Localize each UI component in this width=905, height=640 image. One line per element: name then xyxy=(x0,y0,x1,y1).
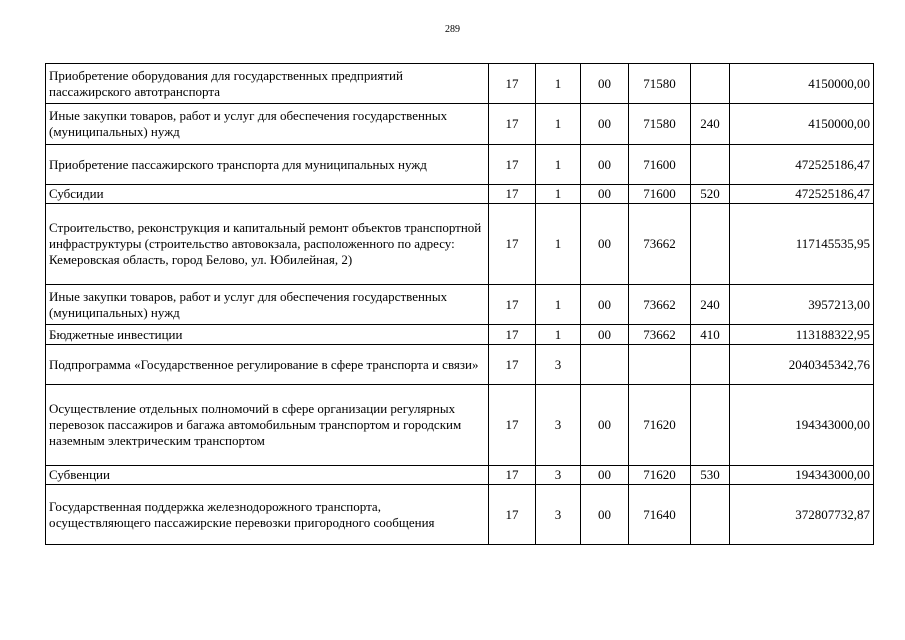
row-name-cell: Государственная поддержка железнодорожного транспорта, осуществляющего пассажирские перевозки пригородного сообщения xyxy=(46,485,489,545)
table-row xyxy=(46,204,874,285)
expense-type-cell: 410 xyxy=(691,325,730,345)
section-code-cell: 17 xyxy=(489,204,536,285)
expense-type-cell xyxy=(691,145,730,185)
section-code-cell: 17 xyxy=(489,345,536,385)
article-code-cell: 71580 xyxy=(629,64,691,104)
table-row xyxy=(46,385,874,466)
row-name-cell: Строительство, реконструкция и капитальный ремонт объектов транспортной инфраструктуры (строительство автовокзала, расположенного по адресу: Кемеровская область, город Белово, ул. Юбилейная, 2) xyxy=(46,204,489,285)
table-row xyxy=(46,466,874,485)
section-code-cell: 17 xyxy=(489,285,536,325)
program-code-cell: 00 xyxy=(581,185,629,204)
section-code-cell: 17 xyxy=(489,485,536,545)
row-name-cell: Иные закупки товаров, работ и услуг для обеспечения государственных (муниципальных) нужд xyxy=(46,104,489,145)
article-code-cell: 73662 xyxy=(629,325,691,345)
program-code-cell: 00 xyxy=(581,145,629,185)
section-code-cell: 17 xyxy=(489,104,536,145)
table-row xyxy=(46,325,874,345)
row-name-cell: Иные закупки товаров, работ и услуг для обеспечения государственных (муниципальных) нужд xyxy=(46,285,489,325)
subsection-code-cell: 3 xyxy=(536,485,581,545)
program-code-cell: 00 xyxy=(581,385,629,466)
program-code-cell: 00 xyxy=(581,104,629,145)
article-code-cell: 71620 xyxy=(629,466,691,485)
article-code-cell: 71580 xyxy=(629,104,691,145)
section-code-cell: 17 xyxy=(489,385,536,466)
expense-type-cell xyxy=(691,64,730,104)
amount-cell: 194343000,00 xyxy=(730,466,874,485)
expense-type-cell xyxy=(691,385,730,466)
subsection-code-cell: 3 xyxy=(536,466,581,485)
row-name-cell: Осуществление отдельных полномочий в сфере организации регулярных перевозок пассажиров и багажа автомобильным транспортом и городским наземным электрическим транспортом xyxy=(46,385,489,466)
expense-type-cell xyxy=(691,204,730,285)
table-row xyxy=(46,285,874,325)
subsection-code-cell: 1 xyxy=(536,204,581,285)
article-code-cell: 71620 xyxy=(629,385,691,466)
section-code-cell: 17 xyxy=(489,64,536,104)
row-name-cell: Субвенции xyxy=(46,466,489,485)
table-row xyxy=(46,64,874,104)
section-code-cell: 17 xyxy=(489,325,536,345)
amount-cell: 472525186,47 xyxy=(730,185,874,204)
article-code-cell xyxy=(629,345,691,385)
amount-cell: 117145535,95 xyxy=(730,204,874,285)
amount-cell: 2040345342,76 xyxy=(730,345,874,385)
budget-table xyxy=(45,63,874,545)
subsection-code-cell: 1 xyxy=(536,145,581,185)
amount-cell: 4150000,00 xyxy=(730,104,874,145)
program-code-cell: 00 xyxy=(581,466,629,485)
expense-type-cell: 530 xyxy=(691,466,730,485)
table-row xyxy=(46,185,874,204)
amount-cell: 372807732,87 xyxy=(730,485,874,545)
program-code-cell: 00 xyxy=(581,485,629,545)
subsection-code-cell: 3 xyxy=(536,385,581,466)
section-code-cell: 17 xyxy=(489,466,536,485)
section-code-cell: 17 xyxy=(489,145,536,185)
program-code-cell: 00 xyxy=(581,285,629,325)
article-code-cell: 71600 xyxy=(629,145,691,185)
expense-type-cell: 240 xyxy=(691,285,730,325)
row-name-cell: Приобретение оборудования для государственных предприятий пассажирского автотранспорта xyxy=(46,64,489,104)
expense-type-cell: 240 xyxy=(691,104,730,145)
amount-cell: 3957213,00 xyxy=(730,285,874,325)
program-code-cell: 00 xyxy=(581,325,629,345)
expense-type-cell xyxy=(691,345,730,385)
article-code-cell: 73662 xyxy=(629,285,691,325)
article-code-cell: 71640 xyxy=(629,485,691,545)
amount-cell: 113188322,95 xyxy=(730,325,874,345)
table-row xyxy=(46,104,874,145)
subsection-code-cell: 1 xyxy=(536,64,581,104)
row-name-cell: Субсидии xyxy=(46,185,489,204)
expense-type-cell: 520 xyxy=(691,185,730,204)
row-name-cell: Приобретение пассажирского транспорта для муниципальных нужд xyxy=(46,145,489,185)
subsection-code-cell: 3 xyxy=(536,345,581,385)
subsection-code-cell: 1 xyxy=(536,185,581,204)
table-row xyxy=(46,485,874,545)
table-row xyxy=(46,145,874,185)
section-code-cell: 17 xyxy=(489,185,536,204)
amount-cell: 472525186,47 xyxy=(730,145,874,185)
amount-cell: 4150000,00 xyxy=(730,64,874,104)
row-name-cell: Бюджетные инвестиции xyxy=(46,325,489,345)
program-code-cell: 00 xyxy=(581,64,629,104)
article-code-cell: 73662 xyxy=(629,204,691,285)
article-code-cell: 71600 xyxy=(629,185,691,204)
amount-cell: 194343000,00 xyxy=(730,385,874,466)
expense-type-cell xyxy=(691,485,730,545)
program-code-cell xyxy=(581,345,629,385)
subsection-code-cell: 1 xyxy=(536,104,581,145)
row-name-cell: Подпрограмма «Государственное регулирование в сфере транспорта и связи» xyxy=(46,345,489,385)
subsection-code-cell: 1 xyxy=(536,285,581,325)
page-number: 289 xyxy=(445,24,460,35)
subsection-code-cell: 1 xyxy=(536,325,581,345)
program-code-cell: 00 xyxy=(581,204,629,285)
table-row xyxy=(46,345,874,385)
